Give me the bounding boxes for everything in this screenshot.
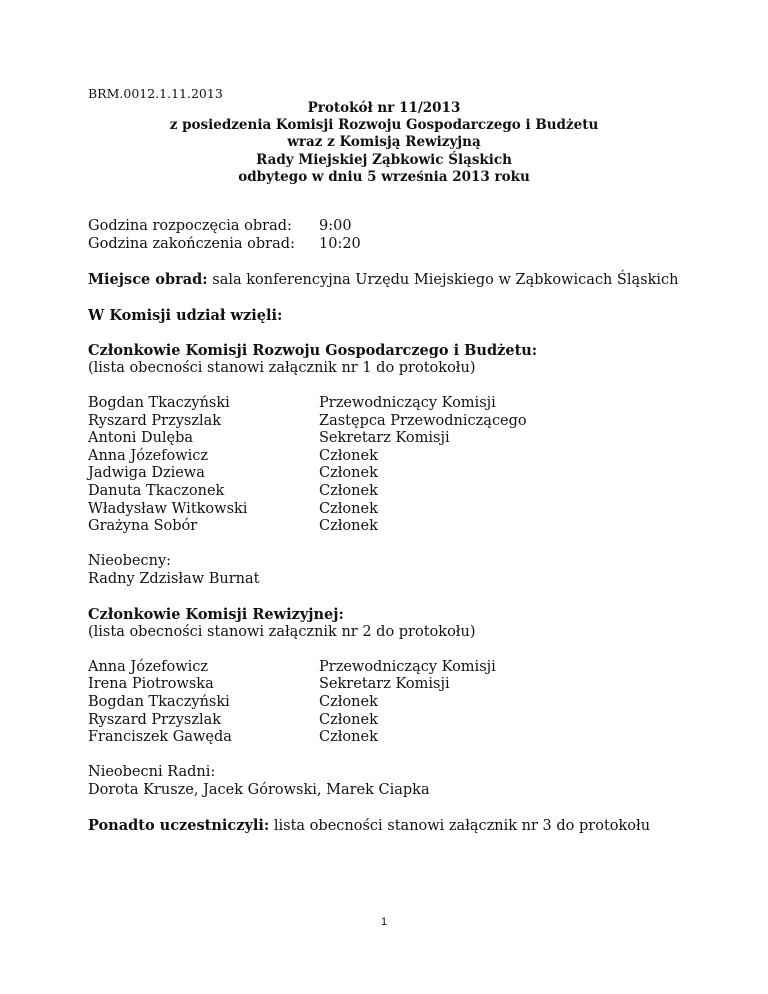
page-number: 1	[380, 916, 388, 928]
member-row	[88, 483, 688, 501]
committee2-members	[88, 659, 688, 747]
member-row	[88, 501, 688, 519]
member-row	[88, 712, 688, 730]
document-heading	[0, 100, 768, 186]
committee1-members	[88, 395, 688, 536]
end-time-row	[88, 236, 688, 254]
committee2-title: Członkowie Komisji Rewizyjnej:	[88, 606, 344, 624]
committee1-absent-label: Nieobecny:	[88, 553, 172, 570]
member-role: Członek	[319, 447, 378, 464]
heading-line: wraz z Komisją Rewizyjną	[287, 134, 481, 151]
member-row	[88, 659, 688, 677]
member-role: Członek	[319, 711, 378, 728]
others-text: lista obecności stanowi załącznik nr 3 do protokołu	[269, 818, 651, 835]
member-name: Anna Józefowicz	[88, 658, 209, 675]
member-name: Grażyna Sobór	[88, 518, 198, 535]
participants-heading: W Komisji udział wzięli:	[88, 306, 283, 324]
member-name: Jadwiga Dziewa	[88, 465, 205, 482]
committee1-absent: Radny Zdzisław Burnat	[88, 570, 260, 587]
document-reference: BRM.0012.1.11.2013	[88, 86, 223, 101]
member-role: Zastępca Przewodniczącego	[319, 412, 527, 429]
member-name: Franciszek Gawęda	[88, 729, 232, 746]
venue-text: sala konferencyjna Urzędu Miejskiego w Ząbkowicach Śląskich	[207, 271, 679, 288]
heading-line: odbytego w dniu 5 września 2013 roku	[238, 168, 530, 185]
member-row	[88, 694, 688, 712]
member-row	[88, 465, 688, 483]
member-row	[88, 395, 688, 413]
document-body	[88, 218, 688, 836]
committee1-note: (lista obecności stanowi załącznik nr 1 do protokołu)	[88, 359, 476, 376]
heading-line: Rady Miejskiej Ząbkowic Śląskich	[256, 151, 512, 168]
member-row	[88, 518, 688, 536]
member-name: Władysław Witkowski	[88, 500, 248, 517]
member-row	[88, 430, 688, 448]
member-name: Bogdan Tkaczyński	[88, 694, 230, 711]
member-row	[88, 729, 688, 747]
member-name: Irena Piotrowska	[88, 676, 214, 693]
venue-label: Miejsce obrad:	[88, 270, 208, 288]
member-role: Członek	[319, 482, 378, 499]
member-role: Przewodniczący Komisji	[319, 394, 496, 411]
member-role: Członek	[319, 500, 378, 517]
committee1-title: Członkowie Komisji Rozwoju Gospodarczego i Budżetu:	[88, 342, 538, 360]
member-role: Sekretarz Komisji	[319, 676, 450, 693]
start-time-value: 9:00	[319, 218, 352, 234]
committee2-absent: Dorota Krusze, Jacek Górowski, Marek Ciapka	[88, 782, 430, 798]
start-time-row	[88, 218, 688, 236]
member-role: Przewodniczący Komisji	[319, 658, 496, 675]
start-time-label: Godzina rozpoczęcia obrad:	[88, 218, 292, 234]
member-row	[88, 413, 688, 431]
member-row	[88, 448, 688, 466]
member-name: Ryszard Przyszlak	[88, 412, 222, 429]
member-name: Danuta Tkaczonek	[88, 482, 225, 499]
member-row	[88, 676, 688, 694]
end-time-value: 10:20	[319, 235, 361, 252]
heading-line: z posiedzenia Komisji Rozwoju Gospodarczego i Budżetu	[169, 117, 599, 134]
committee2-note: (lista obecności stanowi załącznik nr 2 do protokołu)	[88, 623, 476, 640]
member-name: Antoni Dulęba	[88, 430, 194, 447]
member-name: Anna Józefowicz	[88, 447, 209, 464]
member-role: Sekretarz Komisji	[319, 430, 450, 447]
member-role: Członek	[319, 729, 378, 746]
heading-line: Protokół nr 11/2013	[307, 100, 461, 116]
others-line	[88, 817, 688, 836]
others-label: Ponadto uczestniczyli:	[88, 817, 270, 835]
venue-line	[88, 271, 688, 290]
member-role: Członek	[319, 518, 378, 535]
member-name: Ryszard Przyszlak	[88, 711, 222, 728]
member-name: Bogdan Tkaczyński	[88, 394, 230, 411]
committee2-absent-label: Nieobecni Radni:	[88, 764, 216, 781]
member-role: Członek	[319, 465, 378, 482]
end-time-label: Godzina zakończenia obrad:	[88, 235, 295, 252]
member-role: Członek	[319, 694, 378, 711]
